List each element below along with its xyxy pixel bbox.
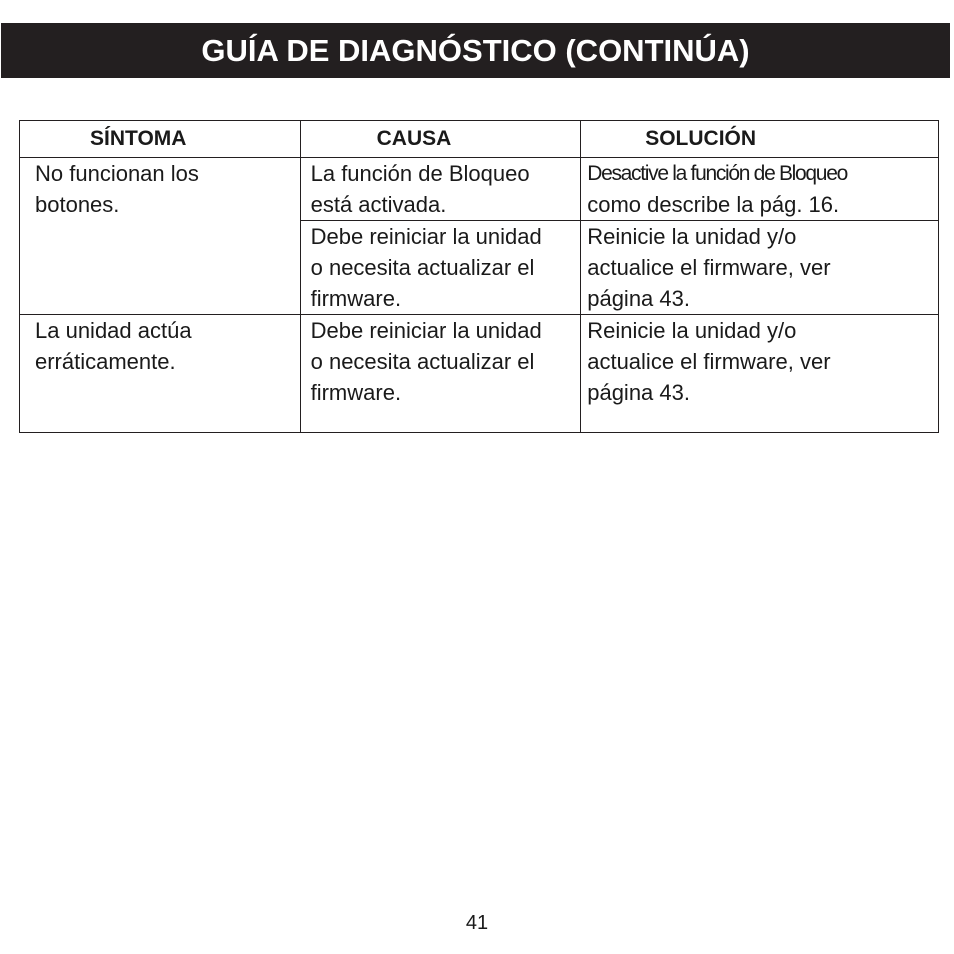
solution-text-line1: Desactive la función de Bloqueo (587, 162, 847, 185)
column-header-symptom: SÍNTOMA (20, 121, 301, 158)
cause-cell (300, 315, 581, 433)
symptom-cell (20, 315, 301, 433)
table-row (20, 158, 939, 221)
table-row (20, 315, 939, 433)
symptom-text: La unidad actúa erráticamente. (35, 318, 192, 374)
solution-cell (581, 315, 939, 433)
page-number: 41 (465, 912, 489, 934)
diagnostic-table (19, 120, 939, 433)
column-header-solution: SOLUCIÓN (581, 121, 939, 158)
column-header-cause: CAUSA (300, 121, 581, 158)
solution-text: Reinicie la unidad y/o actualice el firmware, ver página 43. (587, 224, 831, 311)
cause-text: La función de Bloqueo está activada. (310, 161, 530, 217)
solution-text: Reinicie la unidad y/o actualice el firmware, ver página 43. (587, 318, 831, 405)
page-title: GUÍA DE DIAGNÓSTICO (CONTINÚA) (1, 23, 950, 78)
cause-cell (300, 158, 581, 221)
solution-text-line2: como describe la pág. 16. (587, 192, 840, 217)
solution-cell (581, 221, 939, 315)
symptom-text: No funcionan los botones. (35, 161, 199, 217)
solution-cell (581, 158, 939, 221)
cause-text: Debe reiniciar la unidad o necesita actualizar el firmware. (310, 224, 542, 311)
table-header-row (20, 121, 939, 158)
symptom-cell (20, 158, 301, 315)
cause-text: Debe reiniciar la unidad o necesita actualizar el firmware. (310, 318, 542, 405)
cause-cell (300, 221, 581, 315)
